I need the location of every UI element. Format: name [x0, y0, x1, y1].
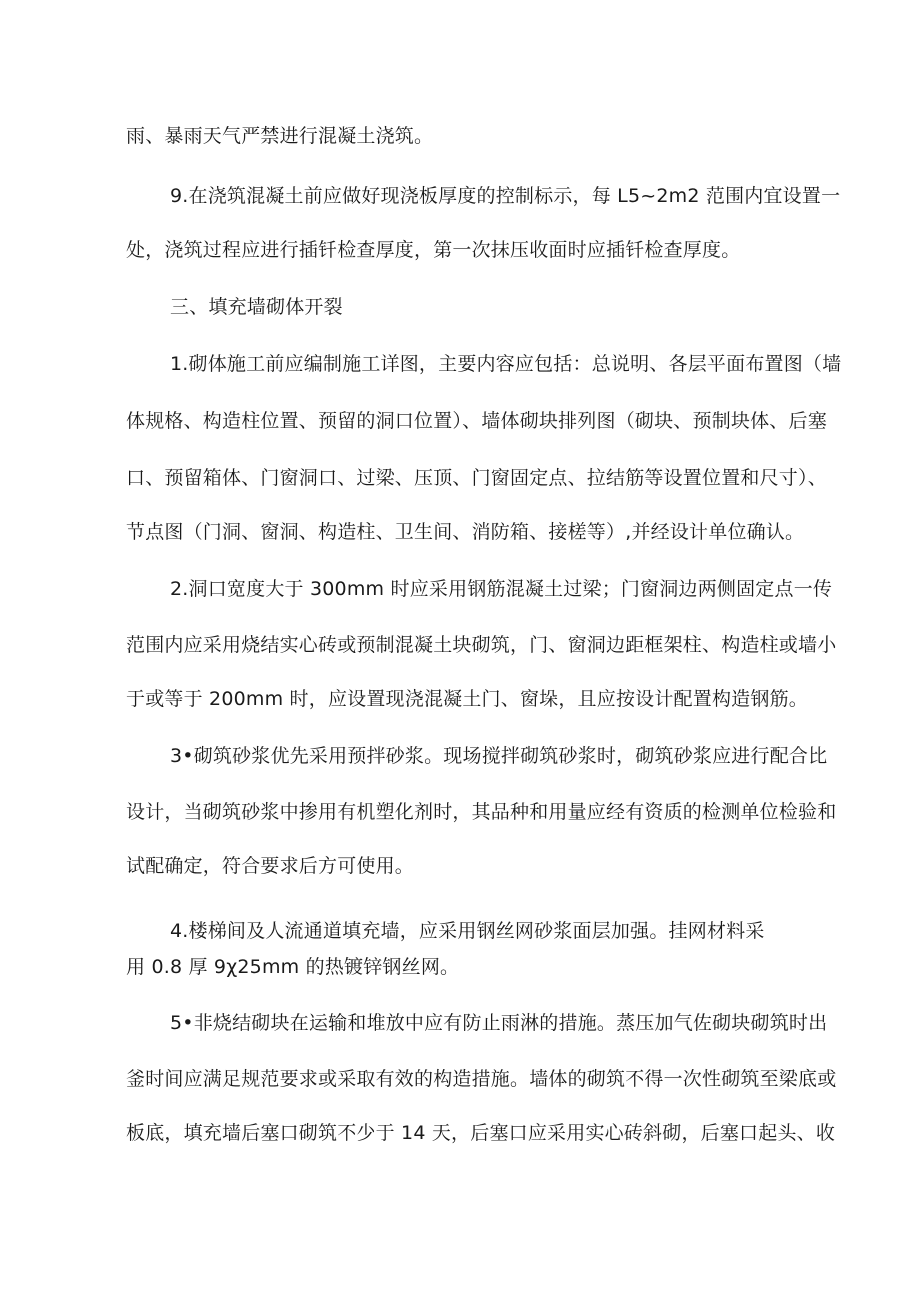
text-line: 处，浇筑过程应进行插钎检查厚度，第一次抹压收面时应插钎检查厚度。: [126, 239, 741, 261]
text-line: 3•砌筑砂浆优先采用预拌砂浆。现场搅拌砌筑砂浆时，砌筑砂浆应进行配合比: [170, 745, 828, 767]
text-line: 节点图（门洞、窗洞、构造柱、卫生间、消防箱、接槎等）,并经设计单位确认。: [126, 521, 805, 543]
text-line: 4.楼梯间及人流通道填充墙，应采用钢丝网砂浆面层加强。挂网材料采: [170, 920, 765, 942]
text-line: 口、预留箱体、门窗洞口、过梁、压顶、门窗固定点、拉结筋等设置位置和尺寸）、: [126, 467, 827, 489]
text-line: 1.砌体施工前应编制施工详图，主要内容应包括：总说明、各层平面布置图（墙: [170, 353, 842, 375]
text-line: 用 0.8 厚 9χ25mm 的热镀锌钢丝网。: [126, 956, 460, 978]
text-line: 9.在浇筑混凝土前应做好现浇板厚度的控制标示，每 L5~2m2 范围内宜设置一: [170, 185, 841, 207]
text-line: 雨、暴雨天气严禁进行混凝土浇筑。: [126, 125, 434, 147]
section-heading: 三、填充墙砌体开裂: [170, 296, 343, 318]
text-line: 5•非烧结砌块在运输和堆放中应有防止雨淋的措施。蒸压加气佐砌块砌筑时出: [170, 1012, 828, 1034]
text-line: 设计，当砌筑砂浆中掺用有机塑化剂时，其品种和用量应经有资质的检测单位检验和: [126, 801, 837, 823]
text-line: 于或等于 200mm 时，应设置现浇混凝土门、窗垛，且应按设计配置构造钢筋。: [126, 688, 808, 710]
text-line: 釜时间应满足规范要求或采取有效的构造措施。墙体的砌筑不得一次性砌筑至梁底或: [126, 1068, 837, 1090]
text-line: 试配确定，符合要求后方可使用。: [126, 855, 415, 877]
text-line: 2.洞口宽度大于 300mm 时应采用钢筋混凝土过梁；门窗洞边两侧固定点一传: [170, 578, 833, 600]
text-line: 范围内应采用烧结实心砖或预制混凝土块砌筑，门、窗洞边距框架柱、构造柱或墙小: [126, 634, 837, 656]
text-line: 体规格、构造柱位置、预留的洞口位置）、墙体砌块排列图（砌块、预制块体、后塞: [126, 410, 827, 432]
text-line: 板底，填充墙后塞口砌筑不少于 14 天，后塞口应采用实心砖斜砌，后塞口起头、收: [126, 1122, 836, 1144]
